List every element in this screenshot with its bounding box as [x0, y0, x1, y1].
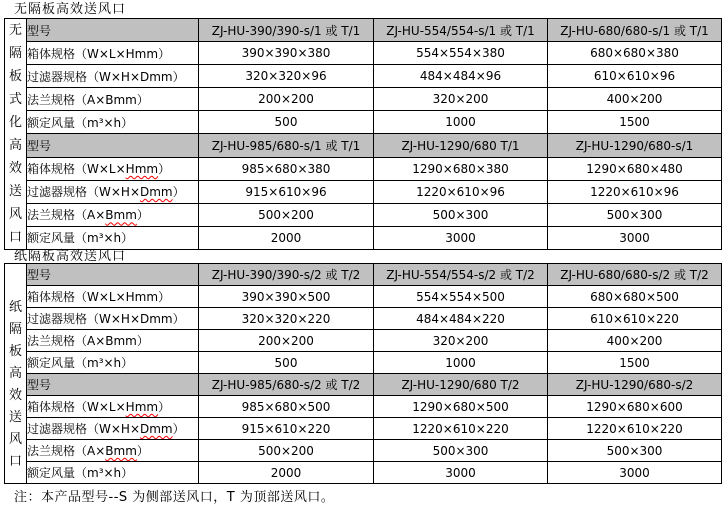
spec-value-cell: 500×300	[374, 440, 548, 462]
spec-value-cell: 1000	[374, 352, 548, 374]
spec-value-cell: 680×680×500	[548, 286, 722, 308]
row-label-text: ）	[136, 208, 149, 223]
side-char: 送	[8, 409, 22, 425]
spec-value-cell: 1220×610×220	[374, 418, 548, 440]
spec-value-cell: 400×200	[548, 330, 722, 352]
row-label-text: 法兰规格（A×	[27, 208, 106, 223]
row-label-text: ）	[172, 185, 185, 200]
row-label	[27, 330, 199, 352]
model-row-label: 型号	[27, 374, 199, 396]
side-char: 高	[8, 365, 22, 381]
row-label	[27, 111, 199, 134]
model-row-label: 型号	[27, 134, 199, 157]
spec-value-cell: 554×554×380	[374, 42, 548, 65]
spec-value-cell: 500×300	[548, 203, 722, 226]
spec-value-cell: 3000	[548, 462, 722, 484]
spec-value-cell: 484×484×96	[374, 65, 548, 88]
row-label-text: 过滤器规格（W×H×Dmm）	[27, 312, 185, 326]
model-number-cell: ZJ-HU-390/390-s/2 或 T/2	[199, 264, 374, 286]
spec-value-cell: 1290×680×380	[374, 157, 548, 180]
row-label-marked-text: Hmm	[125, 162, 159, 177]
spec-value-cell: 1290×680×480	[548, 157, 722, 180]
side-char: 口	[8, 453, 22, 469]
row-label-text: ）	[158, 162, 171, 177]
row-label-marked-text: Bmm	[105, 444, 137, 458]
model-number-cell: ZJ-HU-985/680-s/2 或 T/2	[199, 374, 374, 396]
row-label-marked-text: Bmm	[105, 208, 137, 223]
spec-value-cell: 320×320×96	[199, 65, 374, 88]
row-label-text: 法兰规格（A×Bmm）	[27, 92, 149, 107]
spec-value-cell: 500	[199, 352, 374, 374]
spec-value-cell: 500	[199, 111, 374, 134]
side-char: 效	[8, 161, 22, 176]
row-label	[27, 226, 199, 249]
spec-value-cell: 390×390×380	[199, 42, 374, 65]
table1-side-vertical-label	[5, 19, 27, 250]
spec-table-paper-partition	[4, 263, 722, 484]
row-label-text: 过滤器规格（W×H×	[27, 185, 140, 200]
row-label	[27, 65, 199, 88]
row-label-text: 法兰规格（A×	[27, 444, 106, 458]
spec-value-cell: 320×320×220	[199, 308, 374, 330]
model-number-cell: ZJ-HU-985/680-s/1 或 T/1	[199, 134, 374, 157]
row-label-text: 额定风量（m³×h）	[27, 231, 134, 246]
model-number-cell: ZJ-HU-554/554-s/2 或 T/2	[374, 264, 548, 286]
row-label-marked-text: Hmm	[125, 400, 159, 414]
side-char: 效	[8, 387, 22, 403]
row-label-marked-text: Dmm	[140, 422, 173, 436]
row-label	[27, 440, 199, 462]
row-label	[27, 286, 199, 308]
side-char: 高	[8, 138, 22, 153]
side-char: 纸	[8, 299, 22, 315]
table2-title: 纸隔板高效送风口	[14, 249, 127, 264]
spec-value-cell: 915×610×220	[199, 418, 374, 440]
spec-value-cell: 400×200	[548, 88, 722, 111]
row-label	[27, 396, 199, 418]
spec-value-cell: 2000	[199, 462, 374, 484]
spec-value-cell: 3000	[374, 462, 548, 484]
side-char: 板	[8, 69, 22, 84]
model-number-cell: ZJ-HU-1290/680 T/1	[374, 134, 548, 157]
row-label	[27, 308, 199, 330]
spec-value-cell: 1000	[374, 111, 548, 134]
model-number-cell: ZJ-HU-1290/680-s/2	[548, 374, 722, 396]
page-note: 注：本产品型号--S 为侧部送风口，T 为顶部送风口。	[14, 490, 335, 505]
row-label-text: 箱体规格（W×L×Hmm）	[27, 290, 171, 304]
row-label-marked-text: Dmm	[140, 185, 173, 200]
row-label-text: ）	[158, 400, 171, 414]
spec-value-cell: 484×484×220	[374, 308, 548, 330]
spec-value-cell: 320×200	[374, 88, 548, 111]
row-label-text: 额定风量（m³×h）	[27, 466, 134, 480]
table1-title: 无隔板高效送风口	[14, 2, 127, 17]
spec-value-cell: 680×680×380	[548, 42, 722, 65]
spec-value-cell: 500×300	[374, 203, 548, 226]
side-char: 式	[8, 92, 22, 107]
spec-value-cell: 500×300	[548, 440, 722, 462]
spec-value-cell: 500×200	[199, 203, 374, 226]
row-label-text: ）	[172, 422, 185, 436]
side-char: 板	[8, 343, 22, 359]
row-label	[27, 462, 199, 484]
spec-value-cell: 2000	[199, 226, 374, 249]
row-label	[27, 418, 199, 440]
model-number-cell: ZJ-HU-1290/680-s/1	[548, 134, 722, 157]
spec-value-cell: 610×610×96	[548, 65, 722, 88]
model-number-cell: ZJ-HU-680/680-s/2 或 T/2	[548, 264, 722, 286]
spec-value-cell: 1290×680×500	[374, 396, 548, 418]
model-number-cell: ZJ-HU-680/680-s/1 或 T/1	[548, 19, 722, 42]
side-char: 化	[8, 115, 22, 130]
spec-value-cell: 915×610×96	[199, 180, 374, 203]
side-char: 送	[8, 184, 22, 199]
spec-value-cell: 500×200	[199, 440, 374, 462]
row-label-text: 额定风量（m³×h）	[27, 356, 134, 370]
row-label-text: ）	[136, 444, 149, 458]
spec-value-cell: 200×200	[199, 330, 374, 352]
spec-table-no-partition	[4, 18, 722, 250]
row-label	[27, 42, 199, 65]
spec-value-cell: 985×680×500	[199, 396, 374, 418]
side-char: 隔	[8, 46, 22, 61]
row-label	[27, 157, 199, 180]
spec-value-cell: 985×680×380	[199, 157, 374, 180]
side-char: 风	[8, 207, 22, 222]
spec-value-cell: 1290×680×600	[548, 396, 722, 418]
side-char: 风	[8, 431, 22, 447]
spec-value-cell: 1500	[548, 111, 722, 134]
row-label-text: 额定风量（m³×h）	[27, 115, 134, 130]
spec-value-cell: 1220×610×220	[548, 418, 722, 440]
row-label-text: 箱体规格（W×L×Hmm）	[27, 46, 171, 61]
row-label-text: 过滤器规格（W×H×Dmm）	[27, 69, 185, 84]
model-row-label: 型号	[27, 19, 199, 42]
side-char: 隔	[8, 321, 22, 337]
table2-side-vertical-label	[5, 264, 27, 484]
model-number-cell: ZJ-HU-390/390-s/1 或 T/1	[199, 19, 374, 42]
spec-value-cell: 610×610×220	[548, 308, 722, 330]
model-row-label: 型号	[27, 264, 199, 286]
spec-value-cell: 1220×610×96	[374, 180, 548, 203]
row-label-text: 过滤器规格（W×H×	[27, 422, 140, 436]
row-label-text: 法兰规格（A×Bmm）	[27, 334, 149, 348]
side-char: 无	[8, 23, 22, 38]
spec-value-cell: 3000	[548, 226, 722, 249]
row-label-text: 箱体规格（W×L×	[27, 400, 126, 414]
row-label-text: 箱体规格（W×L×	[27, 162, 126, 177]
spec-value-cell: 3000	[374, 226, 548, 249]
spec-value-cell: 320×200	[374, 330, 548, 352]
spec-value-cell: 200×200	[199, 88, 374, 111]
spec-value-cell: 390×390×500	[199, 286, 374, 308]
model-number-cell: ZJ-HU-1290/680 T/2	[374, 374, 548, 396]
spec-value-cell: 1500	[548, 352, 722, 374]
row-label	[27, 180, 199, 203]
row-label	[27, 352, 199, 374]
spec-value-cell: 1220×610×96	[548, 180, 722, 203]
side-char: 口	[8, 230, 22, 245]
row-label	[27, 203, 199, 226]
model-number-cell: ZJ-HU-554/554-s/1 或 T/1	[374, 19, 548, 42]
spec-value-cell: 554×554×500	[374, 286, 548, 308]
row-label	[27, 88, 199, 111]
